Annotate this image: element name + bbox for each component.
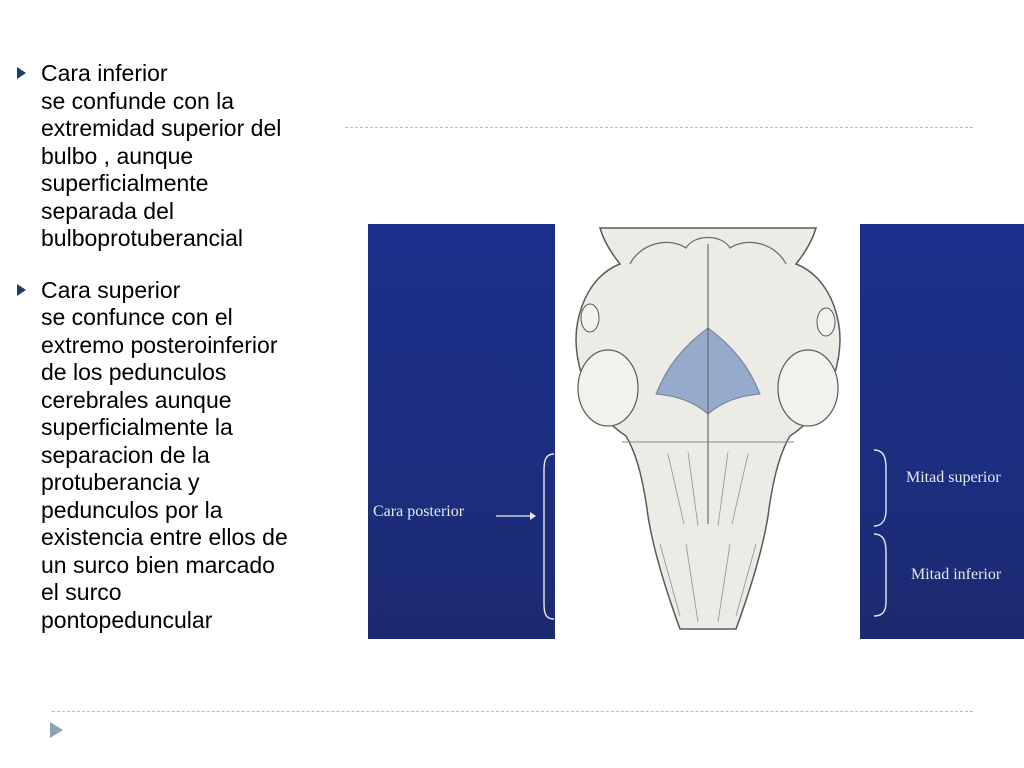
- bullet-list: [14, 60, 354, 658]
- brainstem-figure: [368, 224, 1024, 639]
- bullet-arrow-icon: [17, 67, 26, 79]
- arrow-head-icon: [530, 512, 536, 520]
- bullet-item-cara-inferior: [14, 60, 354, 253]
- right-bracket-lower: [874, 534, 886, 616]
- bullet-text: Cara inferior se confunde con la extremidad superior del bulbo , aunque superficialmente separada del bulboprotuberancial: [41, 60, 282, 251]
- bottom-divider: [52, 711, 973, 712]
- bullet-text: Cara superior se confunce con el extremo posteroinferior de los pedunculos cerebrales aunque superficialmente la separacion de la protuberancia y pedunculos por la existencia entre ellos de un surco bien marcado el surco pontopeduncular: [41, 276, 288, 633]
- right-bracket-upper: [874, 450, 886, 526]
- right-lobe: [778, 350, 838, 426]
- label-mitad-inferior: Mitad inferior: [911, 566, 1002, 583]
- label-mitad-superior: Mitad superior: [906, 469, 1001, 486]
- label-cara-posterior: Cara posterior: [373, 503, 465, 520]
- left-lobe: [578, 350, 638, 426]
- bullet-arrow-icon: [17, 284, 26, 296]
- right-knob: [817, 308, 835, 336]
- slide-corner-arrow-icon: [50, 722, 63, 738]
- bullet-item-cara-superior: [14, 277, 354, 635]
- top-divider: [345, 127, 973, 128]
- left-knob: [581, 304, 599, 332]
- left-bracket: [544, 454, 554, 619]
